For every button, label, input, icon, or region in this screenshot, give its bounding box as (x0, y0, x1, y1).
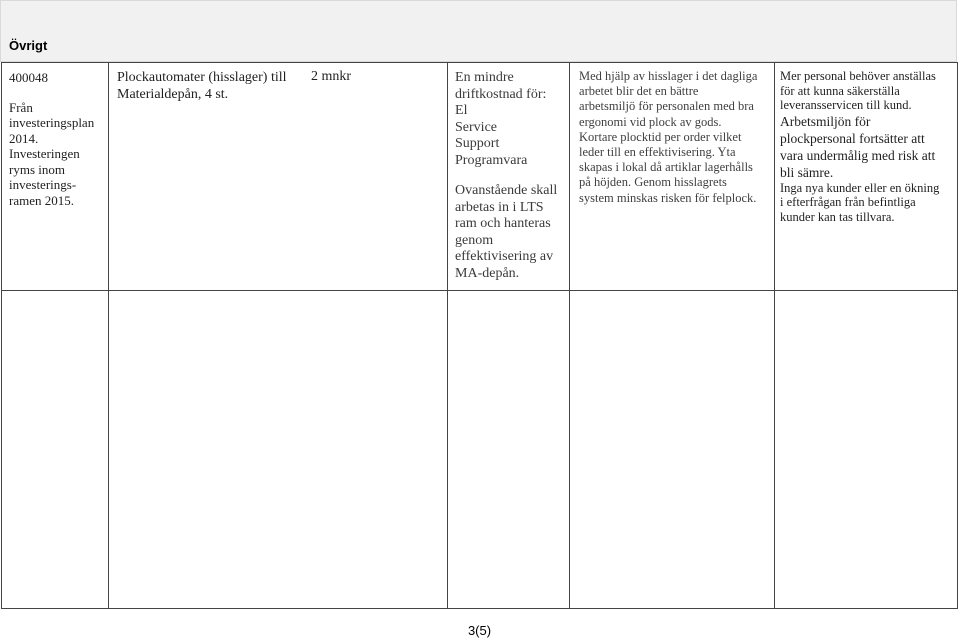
text-line: Inga nya kunder eller en ökning (780, 180, 940, 195)
cost-value: 2 mnkr (311, 69, 352, 84)
text-line: Med hjälp av hisslager i det dagliga (579, 69, 758, 83)
text-line: Programvara (455, 152, 528, 168)
text-line: bli sämre. (780, 164, 834, 180)
section-title: Övrigt (9, 38, 48, 53)
text-line: kunder kan tas tillvara. (780, 209, 895, 224)
text-line: plockpersonal fortsätter att (780, 130, 925, 146)
table-row-empty (2, 291, 958, 609)
empty-cell (109, 291, 448, 609)
cell-consequences (775, 63, 958, 291)
text-line: 2014. (9, 130, 39, 146)
cell-equipment (109, 63, 448, 291)
text-line: vara undermålig med risk att (780, 147, 936, 163)
text-line: Kortare plocktid per order vilket (579, 129, 742, 144)
text-line: arbetas in i LTS (455, 199, 544, 215)
text-line: för att kunna säkerställa (780, 83, 900, 98)
text-line: 400048 (9, 70, 48, 85)
text-line: Ovanstående skall (455, 183, 558, 198)
text-line: effektivisering av (455, 249, 554, 264)
text-line: Investeringen (9, 146, 80, 161)
text-line: ryms inom (9, 161, 65, 177)
text-line (455, 169, 565, 183)
text-line: El (455, 103, 468, 118)
text-line: Materialdepån, 4 st. (117, 86, 229, 102)
empty-cell (570, 291, 775, 609)
text-line: driftkostnad för: (455, 86, 547, 102)
text-line: leveransservicen till kund. (780, 98, 912, 112)
text-line: system minskas risken för felplock. (579, 190, 757, 205)
cell-benefits (570, 63, 775, 291)
cell-id (2, 63, 109, 291)
text-line: Arbetsmiljön för (780, 113, 871, 129)
text-line: investeringsplan (9, 115, 95, 130)
text-line: genom (455, 232, 494, 248)
text-line: Från (9, 99, 33, 115)
page-number: 3(5) (467, 623, 492, 638)
text-line: skapas i lokal då artiklar lagerhålls (579, 160, 753, 175)
section-header (0, 0, 957, 62)
text-line: En mindre (455, 70, 514, 85)
empty-cell (2, 291, 109, 609)
text-line: ergonomi vid plock av gods. (579, 114, 722, 129)
text-line: arbetsmiljö för personalen med bra (579, 99, 754, 114)
text-line: investerings- (9, 177, 77, 192)
text-line: på höjden. Genom hisslagrets (579, 175, 727, 190)
text-line: leder till en effektivisering. Yta (579, 145, 736, 160)
table-row (2, 63, 958, 291)
text-line: Service (455, 119, 497, 135)
text-line: Support (455, 136, 500, 151)
empty-cell (775, 291, 958, 609)
text-line: MA-depån. (455, 265, 520, 281)
investment-table (1, 62, 958, 609)
text-line: Plockautomater (hisslager) till (117, 70, 287, 85)
text-line: ramen 2015. (9, 192, 74, 208)
text-line: ram och hanteras (455, 216, 551, 231)
empty-cell (448, 291, 570, 609)
cell-operating-cost (448, 63, 570, 291)
text-line: i efterfrågan från befintliga (780, 195, 916, 209)
text-line: Mer personal behöver anställas (780, 69, 936, 83)
text-line (9, 86, 104, 100)
text-line: arbetet blir det en bättre (579, 84, 699, 99)
